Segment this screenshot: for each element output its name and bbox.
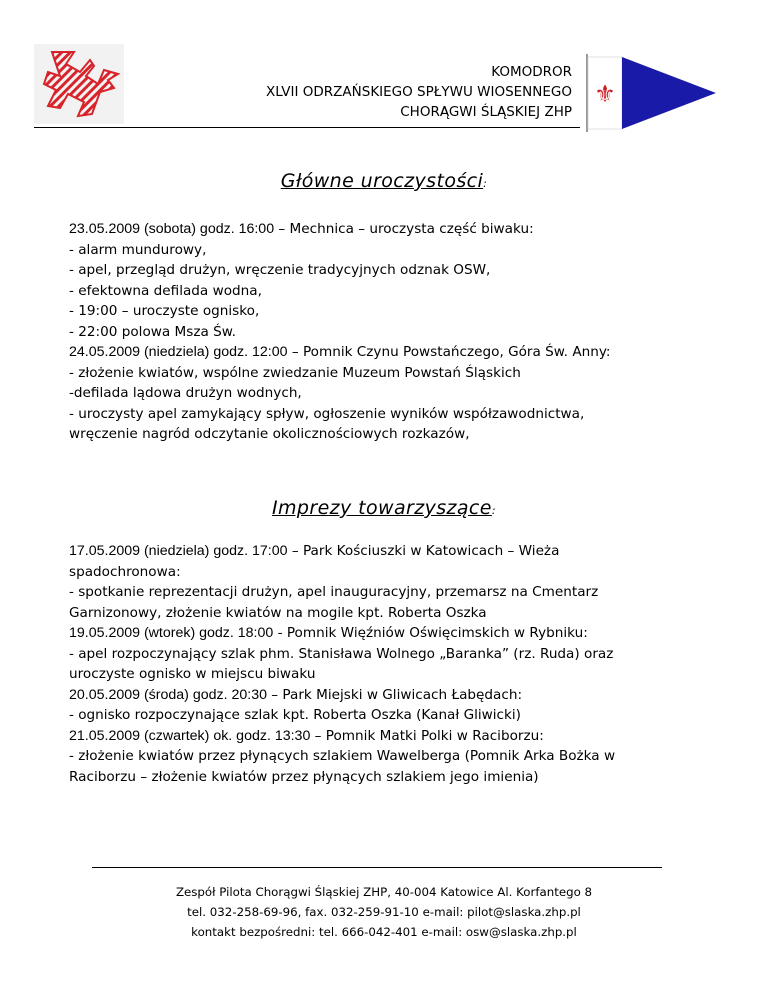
main-events-title-text: Główne uroczystości	[280, 170, 484, 192]
event-detail-line: uroczyste ognisko w miejscu biwaku	[69, 666, 316, 682]
footer-divider	[92, 867, 662, 868]
event-detail-line: - apel rozpoczynający szlak phm. Stanisława Wolnego „Baranka” (rz. Ruda) oraz	[69, 645, 614, 662]
header-line-3: CHORĄGWI ŚLĄSKIEJ ZHP	[400, 104, 572, 120]
event-heading	[69, 685, 719, 706]
event-place: – Pomnik Czynu Powstańczego, Góra Św. Anny:	[287, 344, 611, 360]
event-heading	[69, 219, 719, 240]
event-date: 20.05.2009 (środa) godz. 20:30	[69, 686, 267, 703]
event-place: – Park Miejski w Gliwicach Łabędach:	[266, 686, 523, 703]
event-date: 23.05.2009 (sobota) godz. 16:00	[69, 221, 275, 237]
event-place: – Park Kościuszki w Katowicach – Wieża	[287, 543, 560, 559]
event-date: 21.05.2009 (czwartek) ok. godz. 13:30	[69, 727, 311, 744]
footer-phone-email: tel. 032-258-69-96, fax. 032-259-91-10 e-mail: pilot@slaska.zhp.pl	[187, 905, 581, 919]
event-heading	[69, 726, 719, 747]
event-heading	[69, 623, 719, 644]
event-detail-line: -defilada lądowa drużyn wodnych,	[69, 385, 302, 401]
event-detail-line: - apel, przegląd drużyn, wręczenie tradycyjnych odznak OSW,	[69, 262, 491, 278]
side-events-title-colon: :	[491, 504, 496, 517]
event-place: – Pomnik Matki Polki w Raciborzu:	[310, 727, 544, 744]
footer-direct-contact: kontakt bezpośredni: tel. 666-042-401 e-mail: osw@slaska.zhp.pl	[191, 925, 577, 939]
event-date: 24.05.2009 (niedziela) godz. 12:00	[69, 344, 288, 360]
event-date: 19.05.2009 (wtorek) godz. 18:00	[69, 625, 274, 641]
header-line-2: XLVII ODRZAŃSKIEGO SPŁYWU WIOSENNEGO	[265, 84, 572, 100]
side-events-list	[69, 541, 719, 787]
event-detail-line: spadochronowa:	[69, 563, 181, 580]
event-detail-line: - alarm mundurowy,	[69, 241, 207, 258]
event-detail-line: wręczenie nagród odczytanie okolicznościowych rozkazów,	[69, 426, 470, 442]
event-detail-line: - efektowna defilada wodna,	[69, 282, 262, 299]
event-detail-line: - ognisko rozpoczynające szlak kpt. Roberta Oszka (Kanał Gliwicki)	[69, 707, 521, 723]
event-place: – Mechnica – uroczysta część biwaku:	[274, 221, 534, 237]
header-divider	[34, 127, 580, 128]
main-events-list	[69, 219, 719, 445]
event-detail-line: - złożenie kwiatów przez płynących szlakiem Wawelberga (Pomnik Arka Bożka w	[69, 748, 616, 764]
footer	[0, 882, 768, 942]
fleur-de-lis-icon: ⚜	[594, 80, 616, 108]
event-detail-line: - złożenie kwiatów, wspólne zwiedzanie Muzeum Powstań Śląskich	[69, 364, 521, 381]
scout-pennant	[586, 54, 716, 132]
osw-logo	[34, 44, 124, 124]
header-line-1: KOMODROR	[491, 64, 572, 80]
event-detail-line: - 22:00 polowa Msza Św.	[69, 323, 236, 340]
side-events-title-text: Imprezy towarzyszące	[272, 497, 492, 519]
main-events-title-colon: :	[483, 177, 488, 190]
event-detail-line: - 19:00 – uroczyste ognisko,	[69, 303, 260, 319]
main-events-title	[0, 170, 768, 192]
event-date: 17.05.2009 (niedziela) godz. 17:00	[69, 543, 288, 559]
pennant-blue-field	[622, 57, 716, 129]
footer-address: Zespół Pilota Chorągwi Śląskiej ZHP, 40-004 Katowice Al. Korfantego 8	[175, 885, 593, 899]
event-detail-line: Garnizonowy, złożenie kwiatów na mogile kpt. Roberta Oszka	[69, 604, 487, 621]
event-place: - Pomnik Więźniów Oświęcimskich w Rybniku:	[273, 625, 588, 641]
event-heading	[69, 342, 719, 363]
header-block	[266, 62, 572, 122]
side-events-title	[0, 497, 768, 519]
event-detail-line: - uroczysty apel zamykający spływ, ogłoszenie wyników współzawodnictwa,	[69, 405, 585, 422]
event-detail-line: Raciborzu – złożenie kwiatów przez płynących szlakiem jego imienia)	[69, 768, 539, 785]
event-detail-line: - spotkanie reprezentacji drużyn, apel inauguracyjny, przemarsz na Cmentarz	[69, 584, 599, 600]
event-heading	[69, 541, 719, 562]
